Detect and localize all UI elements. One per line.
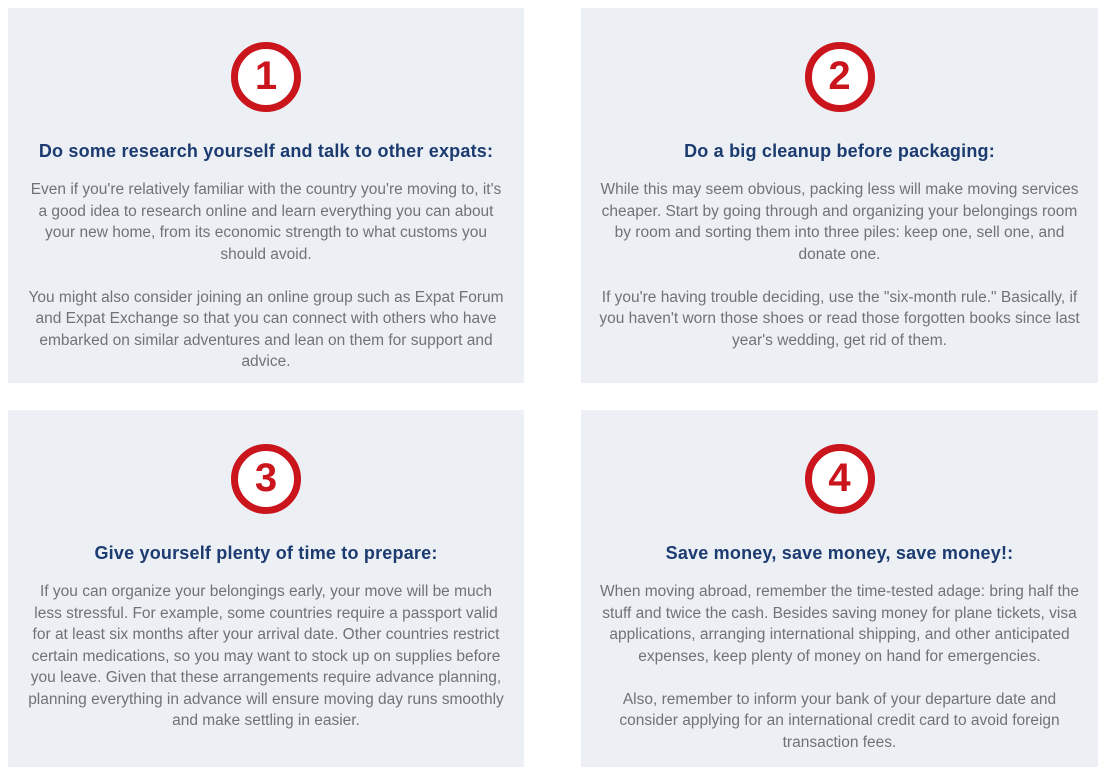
card-paragraph: Also, remember to inform your bank of your departure date and consider applying for an international credit card to avoid foreign transaction fees. <box>619 690 1060 751</box>
step-1-circle-badge <box>231 42 301 112</box>
card-title: Do a big cleanup before packaging: <box>684 141 995 161</box>
card-paragraph: While this may seem obvious, packing less will make moving services cheaper. Start by going through and organizing your belongings room by room and sorting them into three piles: keep one, sell one, and donate one. <box>600 181 1079 263</box>
step-3-circle-badge <box>231 444 301 514</box>
card-paragraph: When moving abroad, remember the time-tested adage: bring half the stuff and twice the cash. Besides saving money for plane tickets, visa applications, arranging international shipping, and other anticipated expenses, keep plenty of money on hand for emergencies. <box>599 583 1080 665</box>
step-number: 1 <box>254 54 278 98</box>
step-number: 2 <box>828 54 851 98</box>
card-paragraph: Even if you're relatively familiar with the country you're moving to, it's a good idea to research online and learn everything you can about your new home, from its economic strength to what customs you should avoid. <box>30 181 502 263</box>
tip-card-3 <box>8 410 524 767</box>
card-paragraph: If you're having trouble deciding, use the "six-month rule." Basically, if you haven't worn those shoes or read those forgotten books since last year's wedding, get rid of them. <box>599 288 1080 349</box>
card-paragraph: You might also consider joining an online group such as Expat Forum and Expat Exchange so that you can connect with others who have embarked on similar adventures and lean on them for support and advice. <box>28 288 504 370</box>
card-title: Give yourself plenty of time to prepare: <box>94 543 438 563</box>
step-4-circle-badge <box>805 444 875 514</box>
card-title: Do some research yourself and talk to other expats: <box>38 141 494 161</box>
card-body <box>599 581 1080 753</box>
step-number: 3 <box>254 456 278 500</box>
card-title: Save money, save money, save money!: <box>665 543 1014 563</box>
card-paragraph: If you can organize your belongings early, your move will be much less stressful. For example, some countries require a passport valid for at least six months after your arrival date. Other countries restrict certain medications, so you may want to stock up on supplies before you leave. Given that these arrangements require advance planning, planning everything in advance will ensure moving day runs smoothly and make settling in easier. <box>28 583 504 729</box>
card-body <box>26 179 506 373</box>
tip-card-4 <box>581 410 1098 767</box>
tip-card-2 <box>581 8 1098 383</box>
step-number: 4 <box>828 456 851 500</box>
card-body <box>26 581 506 732</box>
card-body <box>599 179 1080 351</box>
tip-card-1 <box>8 8 524 383</box>
step-2-circle-badge <box>805 42 875 112</box>
